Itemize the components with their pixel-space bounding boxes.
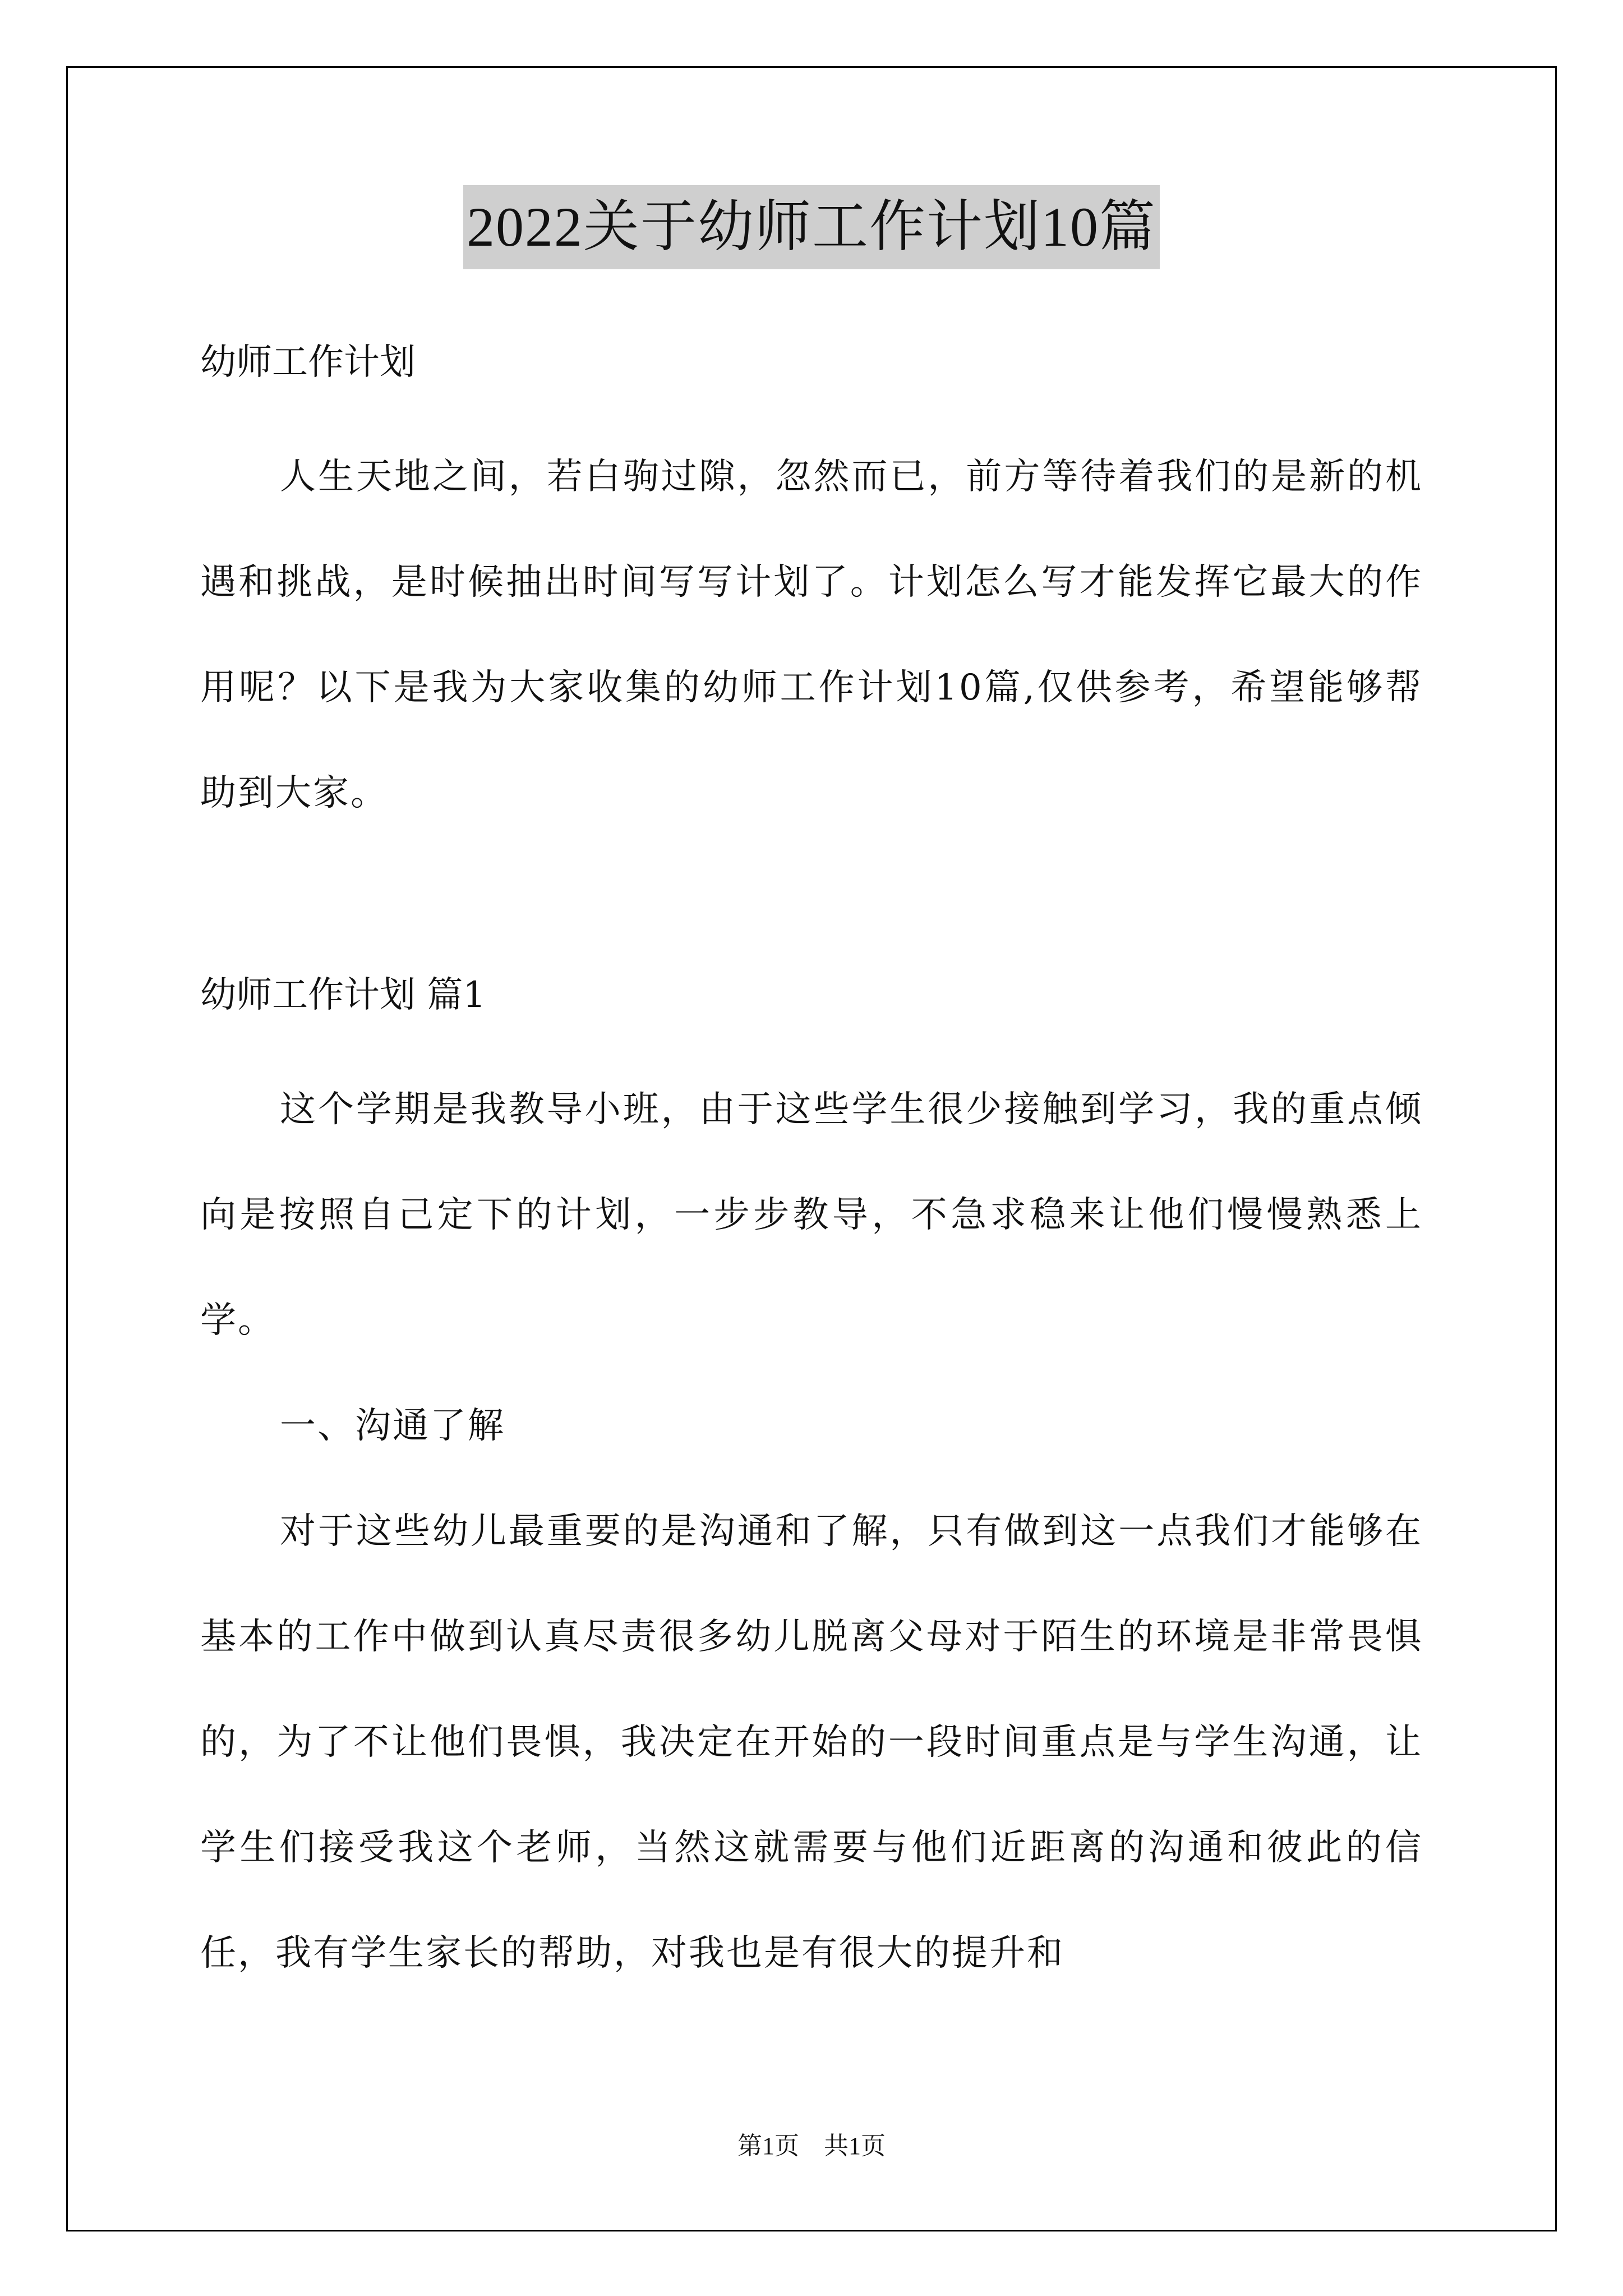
section-paragraph: 这个学期是我教导小班，由于这些学生很少接触到学习，我的重点倾向是按照自己定下的计划，一步步教导，不急求稳来让他们慢慢熟悉上学。 bbox=[200, 1089, 1423, 1341]
section-subheading: 一、沟通了解 bbox=[280, 1405, 505, 1447]
title-block bbox=[200, 185, 1423, 269]
document-title: 2022关于幼师工作计划10篇 bbox=[463, 185, 1160, 269]
section-paragraph: 对于这些幼儿最重要的是沟通和了解，只有做到这一点我们才能够在基本的工作中做到认真尽责很多幼儿脱离父母对于陌生的环境是非常畏惧的，为了不让他们畏惧，我决定在开始的一段时间重点是与学生沟通，让学生们接受我这个老师，当然这就需要与他们近距离的沟通和彼此的信任，我有学生家长的帮助，对我也是有很大的提升和 bbox=[200, 1511, 1423, 1974]
intro-paragraph: 人生天地之间，若白驹过隙，忽然而已，前方等待着我们的是新的机遇和挑战，是时候抽出时间写写计划了。计划怎么写才能发挥它最大的作用呢？以下是我为大家收集的幼师工作计划10篇,仅供参考，希望能够帮助到大家。 bbox=[200, 456, 1423, 814]
document-body bbox=[200, 185, 1423, 2006]
page-footer bbox=[0, 2125, 1623, 2161]
page-number: 第1页 bbox=[737, 2132, 799, 2160]
intro-heading: 幼师工作计划 bbox=[200, 342, 416, 383]
page-count: 共1页 bbox=[824, 2132, 886, 2160]
section-heading: 幼师工作计划 篇1 bbox=[200, 974, 486, 1016]
